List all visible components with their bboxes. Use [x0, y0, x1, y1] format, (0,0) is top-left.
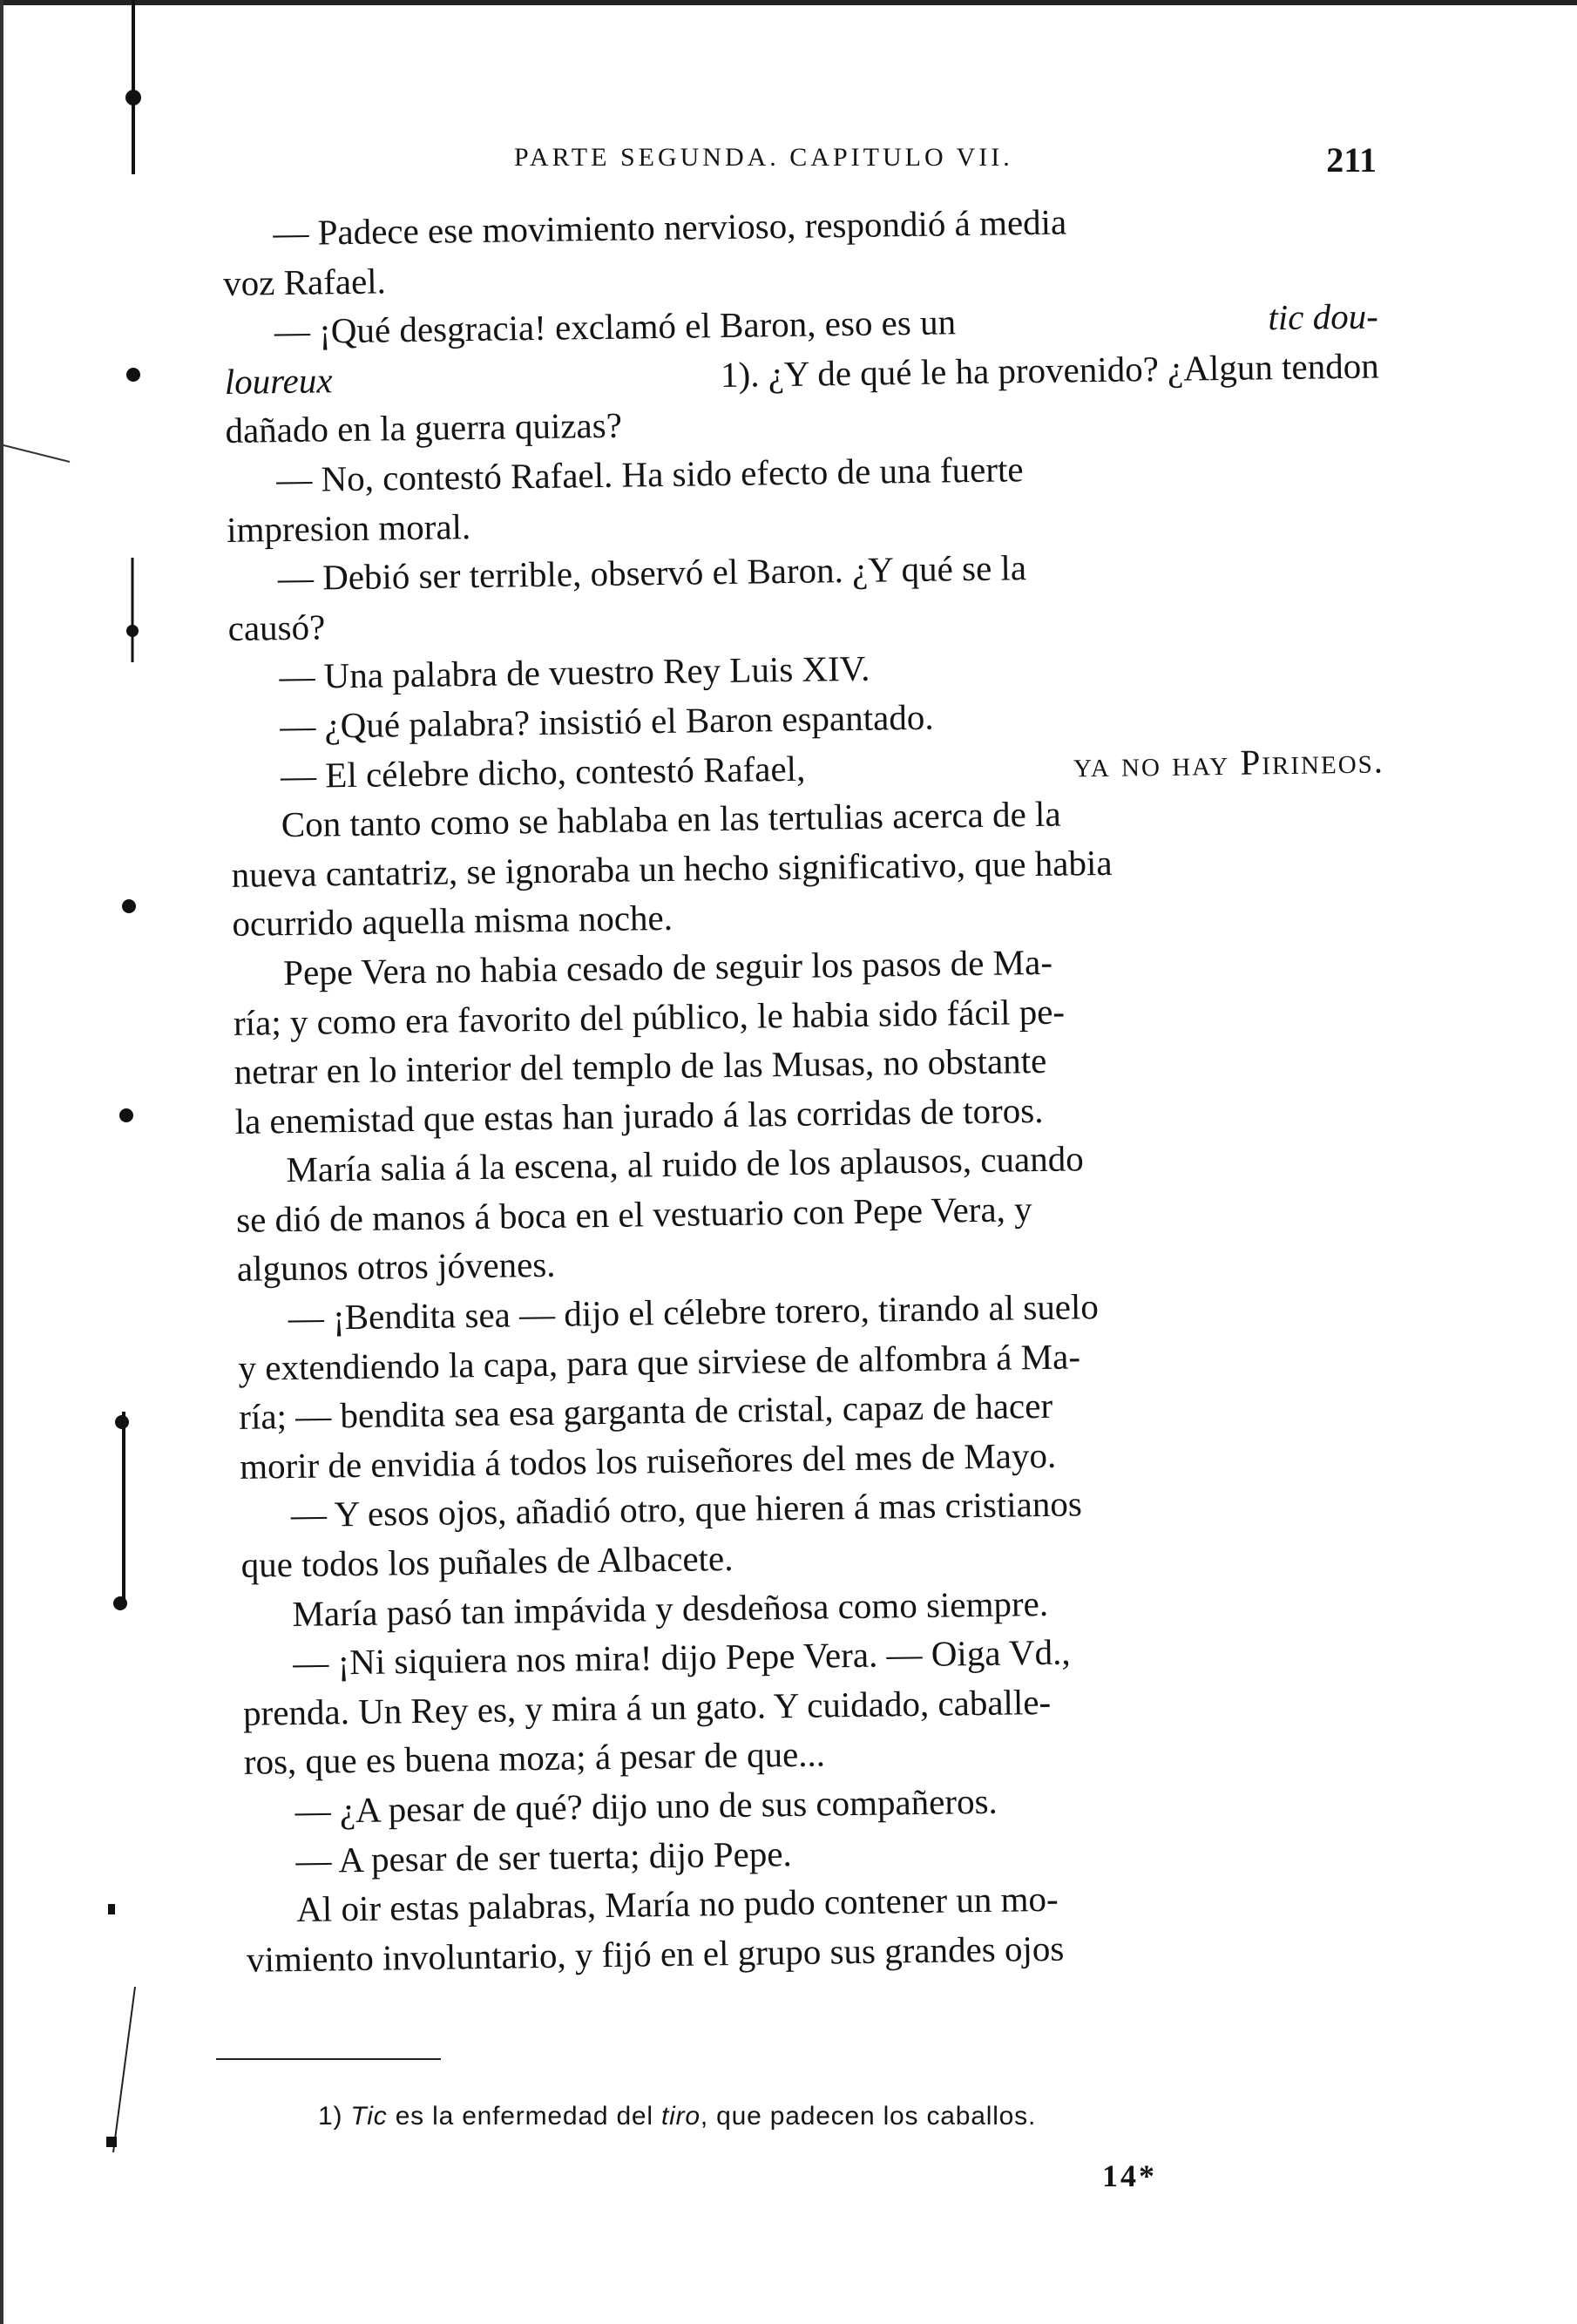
body-text	[222, 193, 1401, 1985]
text-line: María salia á la escena, al ruido de los aplausos, cuando	[286, 1138, 1084, 1190]
footnote-text-end: , que padecen los caballos.	[700, 2102, 1037, 2131]
text-line: ría; y como era favorito del público, le habia sido fácil pe-	[233, 991, 1066, 1043]
text-line: se dió de manos á boca en el vestuario con Pepe Vera, y	[235, 1189, 1032, 1240]
text-line: — No, contestó Rafael. Ha sido efecto de una fuerte	[276, 449, 1024, 500]
text-line: netrar en lo interior del templo de las Musas, no obstante	[234, 1040, 1047, 1092]
text-line: — A pesar de ser tuerta; dijo Pepe.	[295, 1833, 793, 1880]
page-number: 211	[1326, 140, 1377, 180]
running-head: PARTE SEGUNDA. CAPITULO VII.	[514, 143, 1013, 172]
text-line: la enemistad que estas han jurado á las corridas de toros.	[234, 1089, 1044, 1142]
text-line: algunos otros jóvenes.	[236, 1244, 556, 1290]
text-line: nueva cantatriz, se ignoraba un hecho significativo, que habia	[231, 842, 1113, 895]
text-line: ros, que es buena moza; á pesar de que...	[243, 1733, 826, 1783]
signature-mark: 14*	[1102, 2158, 1157, 2193]
text-line: — ¡Bendita sea — dijo el célebre torero, tirando al suelo	[288, 1286, 1100, 1338]
text-line: María pasó tan impávida y desdeñosa como siempre.	[292, 1582, 1049, 1634]
footnote-rule	[216, 2058, 441, 2060]
text-line: Con tanto como se hablaba en las tertulias acerca de la	[281, 793, 1061, 845]
text-line: morir de envidia á todos los ruiseñores del mes de Mayo.	[239, 1434, 1057, 1487]
footnote-marker: 1)	[318, 2102, 343, 2131]
text-line: — Debió ser terrible, observó el Baron. ¿Y qué se la	[277, 547, 1027, 599]
text-line: — ¡Ni siquiera nos mira! dijo Pepe Vera. — Oiga Vd.,	[292, 1631, 1071, 1684]
text-line: loureux 1). ¿Y de qué le ha provenido? ¿Algun tendon	[224, 345, 1379, 402]
text-line: — Padece ese movimiento nervioso, respondió á media	[273, 201, 1067, 254]
page-header	[488, 139, 1377, 192]
text-line: impresion moral.	[226, 505, 471, 550]
text-line: voz Rafael.	[222, 260, 387, 303]
text-line: ría; — bendita sea esa garganta de cristal, capaz de hacer	[239, 1386, 1053, 1438]
text-line: — ¿Qué palabra? insistió el Baron espantado.	[279, 696, 934, 747]
text-line: y extendiendo la capa, para que sirviese de alfombra á Ma-	[238, 1336, 1081, 1388]
text-line: Al oir estas palabras, María no pudo contener un mo-	[295, 1878, 1059, 1930]
text-line: — Y esos ojos, añadió otro, que hieren á mas cristianos	[290, 1483, 1083, 1535]
footnote-text: es la enfermedad del	[387, 2102, 662, 2131]
footnote-term: Tic	[350, 2102, 388, 2131]
footnote	[318, 2102, 1036, 2131]
text-line: — Una palabra de vuestro Rey Luis XIV.	[279, 648, 870, 697]
text-line: que todos los puñales de Albacete.	[240, 1537, 734, 1585]
text-line: — ¿A pesar de qué? dijo uno de sus compañeros.	[294, 1780, 998, 1832]
text-line: — El célebre dicho, contestó Rafael, ya no hay Pirineos.	[280, 739, 1385, 796]
text-line: prenda. Un Rey es, y mira á un gato. Y cuidado, caballe-	[242, 1681, 1052, 1733]
footnote-italic: tiro	[661, 2102, 701, 2131]
text-line: ocurrido aquella misma noche.	[232, 898, 673, 945]
text-line: vimiento involuntario, y fijó en el grupo sus grandes ojos	[246, 1928, 1065, 1980]
text-line: causó?	[227, 606, 326, 648]
text-line: Pepe Vera no habia cesado de seguir los pasos de Ma-	[282, 941, 1053, 993]
text-line: — ¡Qué desgracia! exclamó el Baron, eso es un tic dou-	[274, 295, 1379, 352]
text-line: dañado en la guerra quizas?	[225, 404, 623, 451]
